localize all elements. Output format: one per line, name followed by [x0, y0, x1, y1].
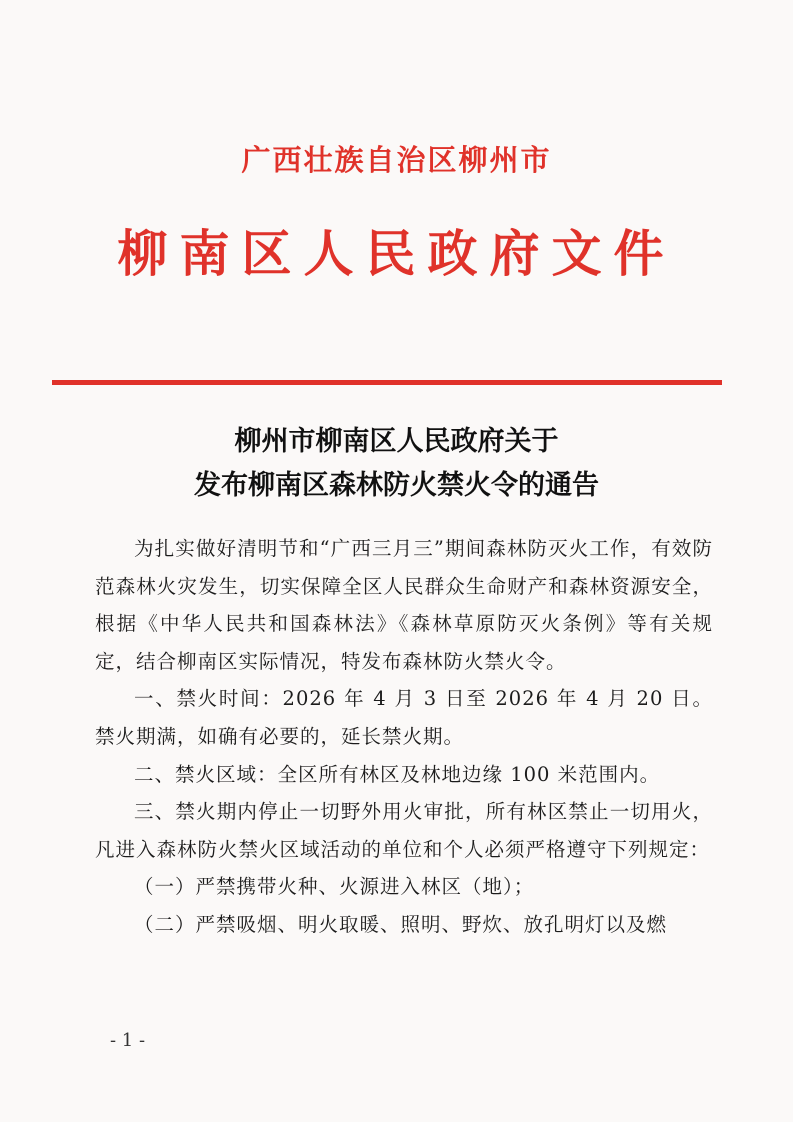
page-number: - 1 -	[110, 1030, 146, 1051]
notice-title-line-2: 发布柳南区森林防火禁火令的通告	[194, 470, 599, 501]
issuer-region: 广西壮族自治区柳州市	[241, 143, 552, 177]
notice-title-line-1: 柳州市柳南区人民政府关于	[234, 426, 559, 457]
issuer-document-title: 柳南区人民政府文件	[117, 225, 676, 283]
body-paragraph-time: 一、禁火时间：2026 年 4 月 3 日至 2026 年 4 月 20 日。禁火期满，如确有必要的，延长禁火期。	[95, 687, 713, 748]
body-paragraph-area: 二、禁火区域：全区所有林区及林地边缘 100 米范围内。	[134, 762, 661, 786]
body-paragraph-rule-1: （一）严禁携带火种、火源进入林区（地）；	[134, 875, 535, 899]
body-paragraph-intro: 为扎实做好清明节和“广西三月三”期间森林防灭火工作，有效防范森林火灾发生，切实保障全区人民群众生命财产和森林资源安全，根据《中华人民共和国森林法》《森林草原防灭火条例》等有关规定，结合柳南区实际情况，特发布森林防火禁火令。	[95, 537, 713, 673]
red-divider-line	[52, 380, 722, 385]
notice-title	[0, 420, 793, 508]
notice-body	[95, 530, 713, 944]
body-paragraph-rule-2: （二）严禁吸烟、明火取暖、照明、野炊、放孔明灯以及燃	[134, 912, 668, 936]
body-paragraph-rules: 三、禁火期内停止一切野外用火审批，所有林区禁止一切用火，凡进入森林防火禁火区域活动的单位和个人必须严格遵守下列规定：	[95, 800, 713, 861]
